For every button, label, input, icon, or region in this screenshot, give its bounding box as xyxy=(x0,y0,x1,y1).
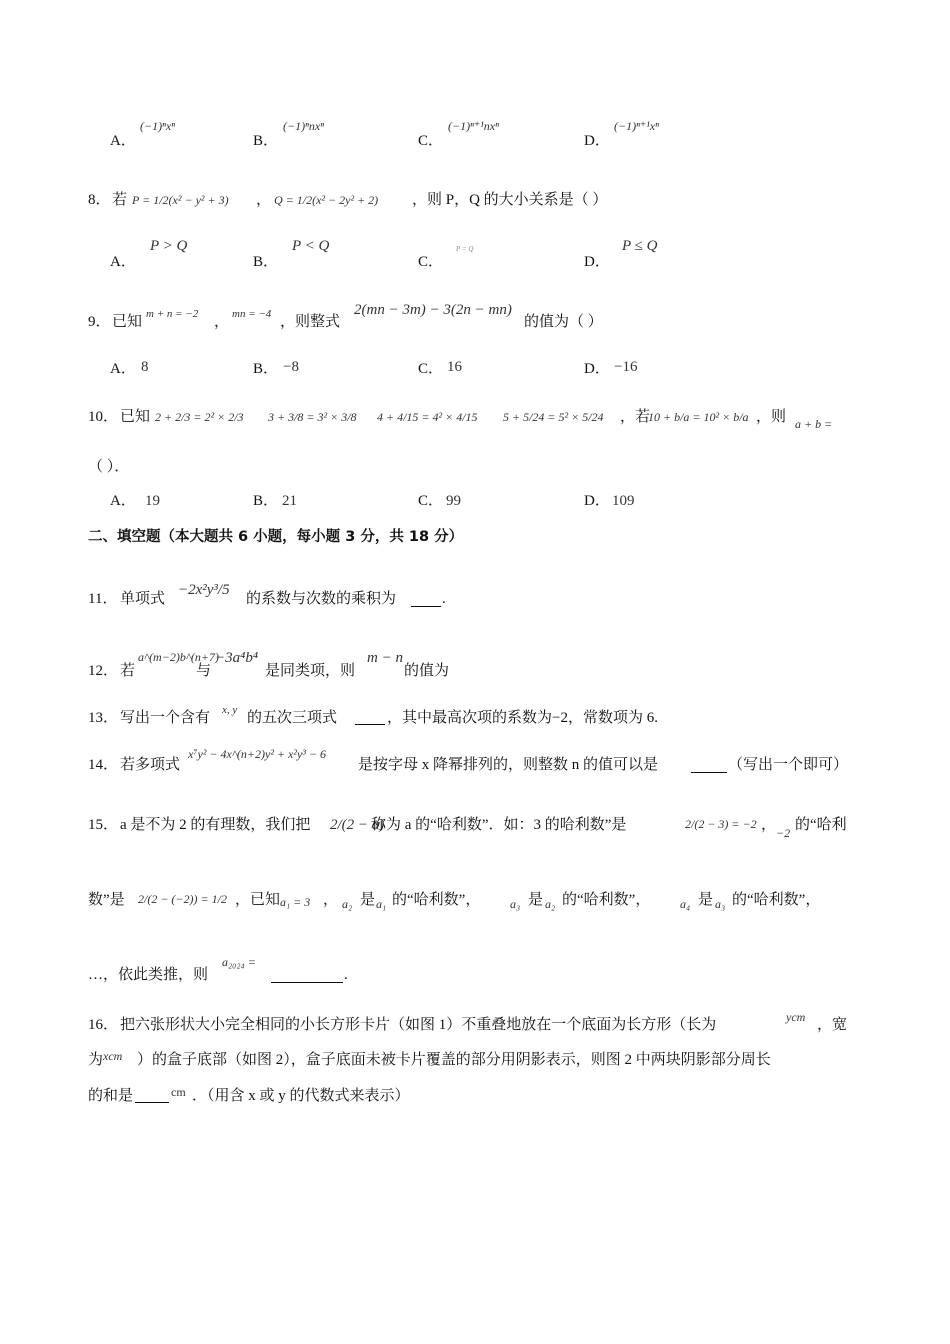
q10-option-d-letter: D． xyxy=(584,493,610,509)
q8-stem-suffix: ，则 P，Q 的大小关系是（ ） xyxy=(412,192,608,208)
q10-middle-text: ，若 xyxy=(620,409,651,425)
q11-answer-blank[interactable] xyxy=(411,594,441,607)
q15-answer-blank[interactable] xyxy=(271,970,343,983)
q9-option-d-expr: −16 xyxy=(614,359,638,375)
q15-harry-3: 的“哈利数”， xyxy=(732,892,821,908)
q7-option-b-letter: B． xyxy=(253,133,279,149)
q15-example-2: 2/(2 − (−2)) = 1/2 xyxy=(138,892,227,906)
q10-option-a-expr: 19 xyxy=(145,493,160,509)
q7-option-d-letter: D． xyxy=(584,133,610,149)
q15-is-3: 是 xyxy=(698,892,714,908)
q10-equation-3: 4 + 4/15 = 4² × 4/15 xyxy=(377,410,478,424)
q12-number: 12． xyxy=(88,663,119,679)
q16-line-2b: ）的盒子底部（如图 2），盒子底面未被卡片覆盖的部分用阴影表示，则图 2 中两块阴影部分周长 xyxy=(137,1052,771,1068)
q10-equation-2: 3 + 3/8 = 3² × 3/8 xyxy=(268,410,357,424)
q9-stem-suffix: 的值为（ ） xyxy=(524,314,603,330)
q7-option-a-expr: (−1)ⁿxⁿ xyxy=(140,119,175,133)
q10-option-d-expr: 109 xyxy=(612,493,635,509)
q9-option-c-expr: 16 xyxy=(447,359,462,375)
q13-variables: x, y xyxy=(222,704,238,716)
q12-term-1: a^(m−2)b^(n+7) xyxy=(138,650,219,664)
q11-end-period: . xyxy=(442,591,446,607)
q12-and: 与 xyxy=(196,663,212,679)
q7-option-c-expr: (−1)ⁿ⁺¹nxⁿ xyxy=(448,119,499,133)
q15-line-1a: a 是不为 2 的有理数，我们把 xyxy=(120,817,311,833)
q15-a2: a₂ xyxy=(342,897,353,911)
q9-option-b-expr: −8 xyxy=(283,359,299,375)
q9-number: 9． xyxy=(88,314,111,330)
q15-is-1: 是 xyxy=(360,892,376,908)
q15-a1-value: a₁ = 3 xyxy=(280,895,311,909)
q15-comma-1: ， xyxy=(323,892,339,908)
q11-prefix: 单项式 xyxy=(120,591,166,607)
q8-q-expression: Q = 1/2(x² − 2y² + 2) xyxy=(274,193,379,207)
q10-equation-5: 10 + b/a = 10² × b/a xyxy=(648,410,749,424)
q10-option-a-letter: A． xyxy=(110,493,136,509)
q10-prefix: 已知 xyxy=(120,409,151,425)
q8-number: 8． xyxy=(88,192,111,208)
q10-ask-expression: a + b = xyxy=(795,417,833,431)
q12-then: 是同类项，则 xyxy=(265,663,356,679)
q14-stem: 是按字母 x 降幂排列的，则整数 n 的值可以是 xyxy=(358,757,659,773)
q15-line-2a: 数”是 xyxy=(88,892,125,908)
q12-prefix: 若 xyxy=(120,663,136,679)
q15-a3: a₃ xyxy=(510,897,521,911)
q7-option-b-expr: (−1)ⁿnxⁿ xyxy=(283,119,324,133)
q13-mid: 的五次三项式 xyxy=(247,710,338,726)
q7-option-d-expr: (−1)ⁿ⁺¹xⁿ xyxy=(614,119,659,133)
q15-neg-two: −2 xyxy=(776,826,791,840)
q16-number: 16． xyxy=(88,1017,119,1033)
q12-term-2: −3a⁴b⁴ xyxy=(215,650,259,666)
q11-number: 11． xyxy=(88,591,118,607)
q15-is-2: 是 xyxy=(528,892,544,908)
q10-option-b-expr: 21 xyxy=(282,493,297,509)
q9-middle-text: ，则整式 xyxy=(280,314,341,330)
q9-separator: ， xyxy=(214,314,230,330)
q15-line-2b: ，已知 xyxy=(235,892,281,908)
q8-option-b-expr: P < Q xyxy=(292,238,330,254)
q10-equation-1: 2 + 2/3 = 2² × 2/3 xyxy=(155,410,244,424)
q8-prefix: 若 xyxy=(112,192,128,208)
q15-harry-1: 的“哈利数”， xyxy=(392,892,481,908)
q9-expression: 2(mn − 3m) − 3(2n − mn) xyxy=(354,302,512,318)
q10-option-c-letter: C． xyxy=(418,493,444,509)
q16-line-1b: ，宽 xyxy=(817,1017,848,1033)
q14-prefix: 若多项式 xyxy=(120,757,181,773)
q7-option-c-letter: C． xyxy=(418,133,444,149)
q8-p-expression: P = 1/2(x² − y² + 3) xyxy=(132,193,229,207)
q7-option-a-letter: A． xyxy=(110,133,136,149)
q10-answer-paren: （ ）． xyxy=(88,459,130,475)
q12-suffix: 的值为 xyxy=(404,663,450,679)
q12-ask-expression: m − n xyxy=(367,650,403,666)
q8-option-d-letter: D． xyxy=(584,254,610,270)
q15-number: 15． xyxy=(88,817,119,833)
q15-definition-fraction: 2/(2 − a) xyxy=(330,817,385,833)
q9-condition-2: mn = −4 xyxy=(232,308,272,320)
q15-line-3a: …，依此类推，则 xyxy=(88,967,209,983)
q16-answer-blank[interactable] xyxy=(135,1090,169,1103)
q10-option-c-expr: 99 xyxy=(446,493,461,509)
q13-prefix: 写出一个含有 xyxy=(120,710,211,726)
q14-answer-blank[interactable] xyxy=(691,760,727,773)
q15-line-1b: 称为 a 的“哈利数”．如：3 的哈利数”是 xyxy=(371,817,627,833)
q15-a2-ref: a₂ xyxy=(545,897,556,911)
q9-option-a-letter: A． xyxy=(110,361,136,377)
q15-end-period: . xyxy=(344,967,348,983)
q8-option-c-letter: C． xyxy=(418,254,444,270)
q8-separator: ， xyxy=(256,192,272,208)
q14-suffix: （写出一个即可） xyxy=(728,757,849,773)
q10-option-b-letter: B． xyxy=(253,493,279,509)
q8-option-d-expr: P ≤ Q xyxy=(622,238,658,254)
q15-harry-2: 的“哈利数”， xyxy=(562,892,651,908)
q16-line-3a: 的和是 xyxy=(88,1088,134,1104)
q16-width: xcm xyxy=(103,1049,123,1063)
q10-equation-4: 5 + 5/24 = 5² × 5/24 xyxy=(503,410,604,424)
q16-line-2a: 为 xyxy=(88,1052,104,1068)
q8-option-c-expr: P = Q xyxy=(456,245,474,253)
q13-number: 13． xyxy=(88,710,119,726)
q11-stem: 的系数与次数的乘积为 xyxy=(246,591,397,607)
q16-length: ycm xyxy=(786,1010,806,1024)
q15-a1-ref: a₁ xyxy=(376,897,387,911)
q9-prefix: 已知 xyxy=(112,314,143,330)
q13-suffix: ，其中最高次项的系数为−2，常数项为 6. xyxy=(387,710,658,726)
q15-a3-ref: a₃ xyxy=(715,897,726,911)
q9-option-d-letter: D． xyxy=(584,361,610,377)
q16-unit: cm xyxy=(171,1085,186,1099)
q15-a4: a₄ xyxy=(680,897,691,911)
q8-option-a-expr: P > Q xyxy=(150,238,188,254)
q8-option-b-letter: B． xyxy=(253,254,279,270)
q8-option-a-letter: A． xyxy=(110,254,136,270)
q15-ask: a₂₀₂₄ = xyxy=(222,955,256,969)
q14-polynomial: x⁷y² − 4x^(n+2)y² + x²y³ − 6 xyxy=(188,747,326,761)
q15-separator: ， xyxy=(761,817,777,833)
q16-line-3b: ．（用含 x 或 y 的代数式来表示） xyxy=(192,1088,410,1104)
q15-example-1: 2/(2 − 3) = −2 xyxy=(685,817,757,831)
q9-option-b-letter: B． xyxy=(253,361,279,377)
q9-option-a-expr: 8 xyxy=(141,359,149,375)
q13-answer-blank[interactable] xyxy=(355,712,385,725)
q9-condition-1: m + n = −2 xyxy=(146,308,199,320)
q14-number: 14． xyxy=(88,757,119,773)
q9-option-c-letter: C． xyxy=(418,361,444,377)
q15-line-1c: 的“哈利 xyxy=(795,817,847,833)
q10-number: 10． xyxy=(88,409,119,425)
q10-then-text: ，则 xyxy=(756,409,787,425)
q16-line-1a: 把六张形状大小完全相同的小长方形卡片（如图 1）不重叠地放在一个底面为长方形（长为 xyxy=(120,1017,717,1033)
section-2-heading: 二、填空题（本大题共 6 小题，每小题 3 分，共 18 分） xyxy=(88,529,464,545)
q11-monomial: −2x²y³/5 xyxy=(178,582,230,598)
